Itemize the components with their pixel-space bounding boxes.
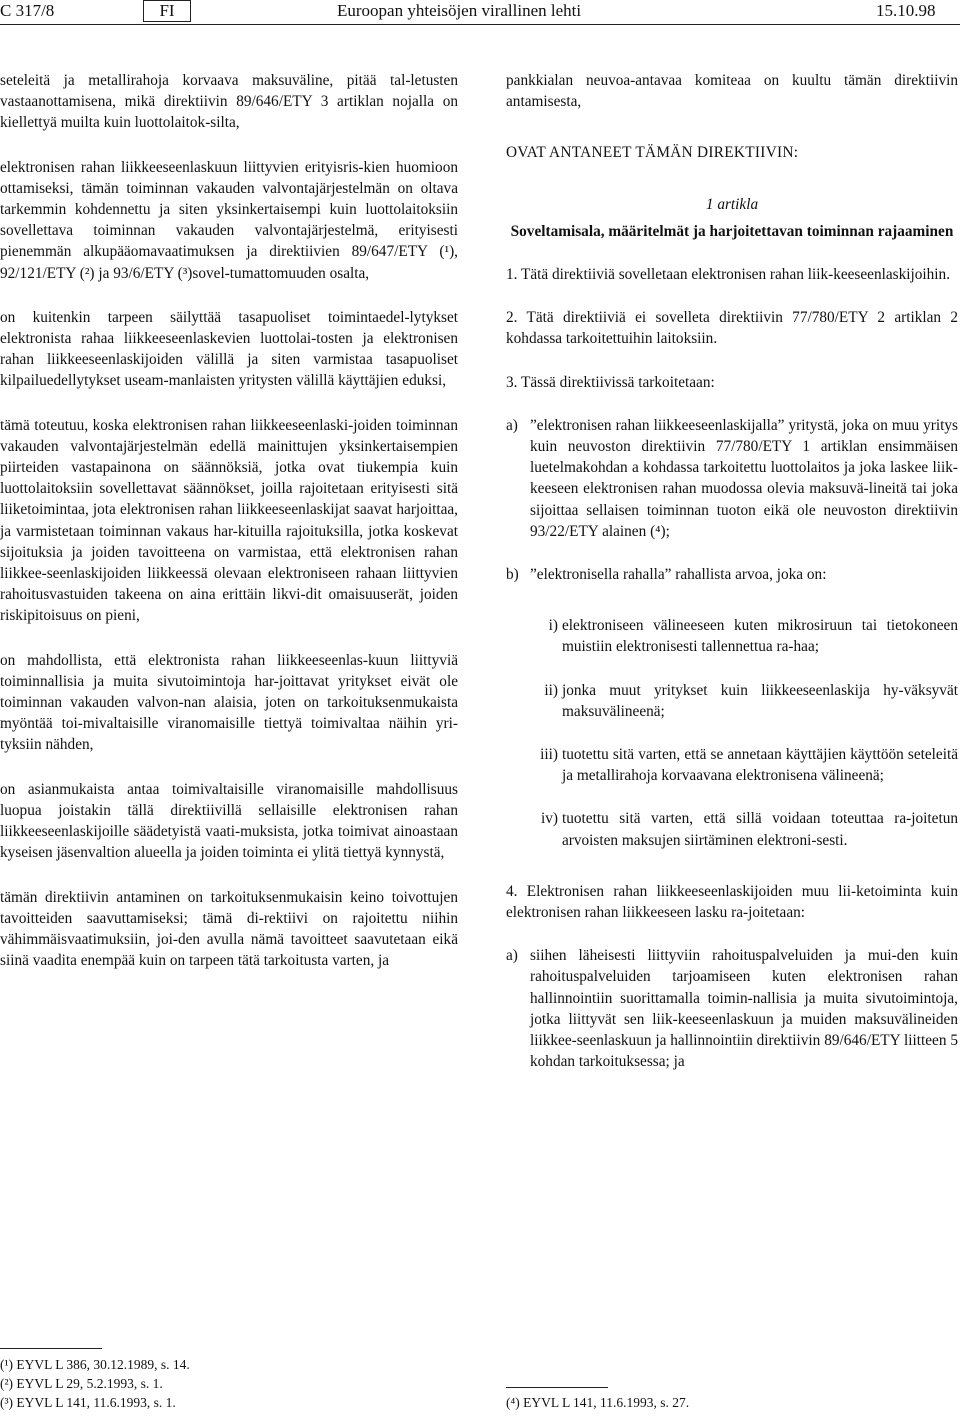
article-paragraph-2: 2. Tätä direktiiviä ei sovelleta direktiivin 77/780/ETY 2 artiklan 2 kohdassa tarkoitettuihin laitoksiin. xyxy=(506,309,958,348)
footnote: (¹) EYVL L 386, 30.12.1989, s. 14. xyxy=(0,1357,190,1372)
right-column xyxy=(506,70,958,1095)
article-number: 1 artikla xyxy=(705,195,759,213)
recital-paragraph: elektronisen rahan liikkeeseenlaskuun liittyvien erityisris-kien huomioon ottamiseksi, tämän toiminnan vakauden valvontajärjestelmän on oltava tarkemmin kohdennettu ja siten yksinkertaisempi kuin luottolaitoksiin sovellettava toiminnan vakauden valvontajärjestelmä, erityisesti pienemmän alkupääomavaatimuksen ja direktiivien 89/647/ETY (¹), 92/121/ETY (²) ja 93/6/ETY (³)sovel-tumattomuuden osalta, xyxy=(0,158,458,282)
list-item xyxy=(506,415,958,542)
page-header xyxy=(0,0,960,25)
sub-list-item xyxy=(506,615,958,657)
list-text: siihen läheisesti liittyviin rahoituspalveluiden ja mui-den kuin rahoituspalveluiden tarjoamiseen kuten elektronisen rahan hallinnointiin suorittamalla toimin-nallisia ja muita sivutoimintoja, jotka liittyvät sen liik-keeseenlaskuun ja muiden maksuvälineiden liikkee-seenlaskuun ja hallinnointiin direktiivin 89/646/ETY liitteen 5 kohdan tarkoituksessa; ja xyxy=(530,947,958,1071)
sub-list-item xyxy=(506,744,958,786)
footnote: (⁴) EYVL L 141, 11.6.1993, s. 27. xyxy=(506,1395,690,1410)
recital-paragraph: on asianmukaista antaa toimivaltaisille viranomaisille mahdollisuus luopua joistakin tällä direktiivillä sellaisille elektronisen rahan liikkeeseenlaskijoille säädetyistä vaati-muksista, jotka toimivat ainoastaan kyseisen jäsenvaltion alueella ja joiden toiminta ei ylitä tiettyä kynnystä, xyxy=(0,780,458,862)
recital-paragraph: seteleitä ja metallirahoja korvaava maksuväline, pitää tal-letusten vastaanottamisena, mikä direktiivin 89/646/ETY 3 artiklan nojalla on kiellettyä muilta kuin luottolaitok-silta, xyxy=(0,72,458,132)
issue-date: 15.10.98 xyxy=(876,1,936,20)
list-label: a) xyxy=(506,947,518,965)
journal-title: Euroopan yhteisöjen virallinen lehti xyxy=(337,1,582,20)
recital-paragraph: on kuitenkin tarpeen säilyttää tasapuoliset toimintaedel-lytykset elektronista rahaa liikkeeseenlaskevien luottolai-tosten ja elektronisen rahan liikkeeseenlaskijoiden välillä ja siten varmistaa tasapuoliset kilpailuedellytykset useam-manlaisten yritysten välillä käyttäjien eduksi, xyxy=(0,308,458,390)
page-number: C 317/8 xyxy=(0,1,55,20)
footnote: (²) EYVL L 29, 5.2.1993, s. 1. xyxy=(0,1376,163,1391)
list-label: a) xyxy=(506,416,518,434)
article-paragraph-1: 1. Tätä direktiiviä sovelletaan elektronisen rahan liik-keeseenlaskijoihin. xyxy=(506,266,951,284)
intro-paragraph: pankkialan neuvoa-antavaa komiteaa on kuultu tämän direktiivin antamisesta, xyxy=(506,72,958,111)
sub-list-item xyxy=(506,808,958,850)
list-item xyxy=(506,945,958,1072)
sub-list-text: elektroniseen välineeseen kuten mikrosiruun tai tietokoneen muistiin elektronisesti tallennettua ra-haa; xyxy=(562,617,958,656)
language-badge: FI xyxy=(143,0,191,22)
footnote: (³) EYVL L 141, 11.6.1993, s. 1. xyxy=(0,1395,176,1410)
list-label: b) xyxy=(506,566,519,584)
sub-list-text: tuotettu sitä varten, että sillä voidaan toteuttaa ra-joitetun arvoisten maksujen siirtäminen elektroni-sesti. xyxy=(562,810,958,849)
article-paragraph-3: 3. Tässä direktiivissä tarkoitetaan: xyxy=(506,373,715,391)
sub-list-text: jonka muut yritykset kuin liikkeeseenlaskija hy-väksyvät maksuvälineenä; xyxy=(562,681,958,720)
sub-list-label: iii) xyxy=(540,746,558,764)
article-paragraph-4: 4. Elektronisen rahan liikkeeseenlaskijoiden muu lii-ketoiminta kuin elektronisen rahan liikkeeseen lasku ra-joitetaan: xyxy=(506,882,958,922)
footnote-rule xyxy=(506,1387,608,1388)
list-text: ”elektronisen rahan liikkeeseenlaskijalla” yritystä, joka on muu yritys kuin neuvoston direktiivin 77/780/ETY 1 artiklan ensimmäisen luetelmakohdan a kohdassa tarkoitettu luottolaitos ja joka laskee liik-keeseen elektronisen rahan muodossa olevia maksuvä-lineitä tai joka sijoittaa sellaisen toiminnan tuoton eikä ole neuvoston direktiivin 93/22/ETY alainen (⁴); xyxy=(530,416,958,540)
footnote-rule xyxy=(0,1348,102,1349)
sub-list-item xyxy=(506,680,958,722)
sub-list-text: tuotettu sitä varten, että se annetaan käyttäjien käyttöön seteleitä ja metallirahoja korvaavana elektronisena välineenä; xyxy=(562,746,958,785)
recital-paragraph: tämä toteutuu, koska elektronisen rahan liikkeeseenlaski-joiden toiminnan vakauden valvontajärjestelmän edellä mainittujen yksinkertaisempien piirteiden vastapainona on säännöksiä, jotka ovat tiukempia kuin luottolaitoksiin sovellettavat säännökset, joilla rajoitetaan erityisesti sitä liiketoimintaa, jota elektronisen rahan liikkeeseenlaskijat saavat harjoittaa, ja varmistetaan toiminnan vakaus har-kituilla rajoituksilla, jotka koskevat sijoituksia ja joiden tavoitteena on varmistaa, että elektronisen rahan liikkee-seenlaskijoiden liikkeessä olevaan elektroniseen rahaan liittyvien rahoitusvastuiden takeena on aina erittäin likvi-dit omaisuuserät, joiden riskipitoisuus on pieni, xyxy=(0,416,458,625)
list-item xyxy=(506,564,958,585)
recital-paragraph: tämän direktiivin antaminen on tarkoituksenmukaisin keino toivottujen tavoitteiden saavuttamiseksi; tämä di-rektiivi on rajoitettu niihin vähimmäisvaatimuksiin, joi-den avulla nämä tavoitteet saavutetaan eikä siinä vaadita enempää kuin on tarpeen tätä tarkoitusta varten, ja xyxy=(0,888,458,970)
list-text: ”elektronisella rahalla” rahallista arvoa, joka on: xyxy=(530,566,827,584)
article-title: Soveltamisala, määritelmät ja harjoitettavan toiminnan rajaaminen xyxy=(510,222,954,240)
recital-paragraph: on mahdollista, että elektronista rahan liikkeeseenlas-kuun liittyviä toiminnallisia ja muita sivutoimintoja har-joittavat yritykset eivät ole toiminnan vakauden valvon-nan alaisia, joten on tarkoituksenmukaista myöntää toi-mivaltaisille viranomaisille tiettyä toimivaltaa näihin yri-tyksiin nähden, xyxy=(0,651,458,754)
sub-list-label: ii) xyxy=(544,681,558,699)
sub-list-label: i) xyxy=(548,617,558,635)
sub-list-label: iv) xyxy=(541,810,558,828)
left-column xyxy=(0,70,458,971)
adoption-heading: OVAT ANTANEET TÄMÄN DIREKTIIVIN: xyxy=(506,144,799,162)
